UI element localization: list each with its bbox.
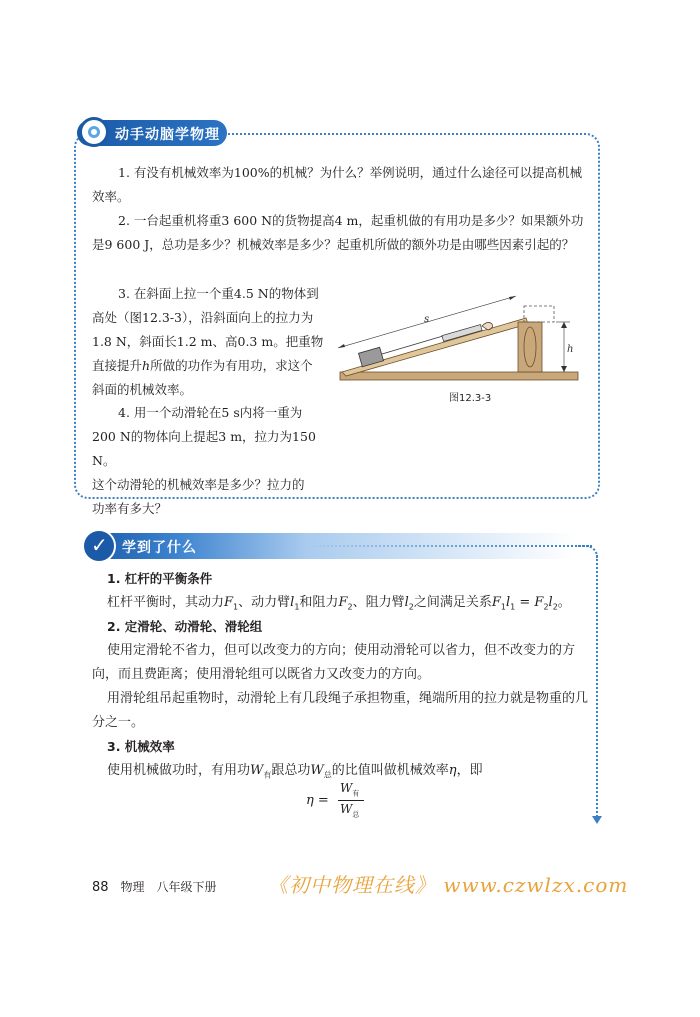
subscript: 2 xyxy=(543,602,549,612)
subscript: 1 xyxy=(500,602,506,612)
summary-para-3: 用滑轮组吊起重物时，动滑轮上有几段绳子承担物重，绳端所用的拉力就是物重的几分之一。 xyxy=(92,691,589,730)
formula-numerator xyxy=(340,781,359,798)
section-title: 学到了什么 xyxy=(122,540,197,556)
subscript: 有 xyxy=(263,770,272,780)
subscript: 1 xyxy=(294,602,300,612)
var: l xyxy=(404,595,409,610)
question-3 xyxy=(92,282,342,402)
var: l xyxy=(548,595,553,610)
watermark: 《初中物理在线》 www.czwlzx.com xyxy=(268,873,629,897)
hand-icon xyxy=(482,322,493,330)
arrow-head xyxy=(561,322,567,328)
var: = F xyxy=(515,595,544,610)
section-title: 动手动脑学物理 xyxy=(115,127,220,143)
target-icon xyxy=(79,117,109,147)
divider-vertical xyxy=(596,555,600,817)
subscript: 2 xyxy=(347,602,353,612)
subscript: 有 xyxy=(352,789,360,798)
text: 、动力臂 xyxy=(238,595,291,610)
question-1: 1. 有没有机械效率为100%的机械？为什么？举例说明，通过什么途径可以提高机械效率。 xyxy=(92,165,583,204)
text: 使用机械做功时，有用功 xyxy=(107,763,251,778)
text: 杠杆平衡时，其动力 xyxy=(107,595,225,610)
summary-heading-2: 2. 定滑轮、动滑轮、滑轮组 xyxy=(107,619,263,634)
var: η xyxy=(448,763,457,778)
base-board xyxy=(340,372,578,380)
fraction-bar xyxy=(338,800,364,801)
q4-line: 这个动滑轮的机械效率是多少？拉力的 xyxy=(92,477,305,492)
divider-corner xyxy=(578,545,598,561)
checkmark-icon xyxy=(82,529,116,563)
label-s: s xyxy=(424,314,430,325)
text: ，即 xyxy=(456,763,483,778)
section-header-exercises xyxy=(77,120,227,146)
subscript: 1 xyxy=(233,602,239,612)
var: l xyxy=(505,595,511,610)
book-title: 物理 八年级下册 xyxy=(120,880,217,894)
subscript: 2 xyxy=(408,602,414,612)
q3-line: 斜面的机械效率。 xyxy=(92,382,193,397)
var: W xyxy=(340,781,353,795)
summary-heading-3: 3. 机械效率 xyxy=(107,739,175,754)
var: F xyxy=(491,595,501,610)
formula-lhs: η = xyxy=(306,793,329,808)
q3-line: 3. 在斜面上拉一个重4.5 N的物体到 xyxy=(118,286,319,301)
var: l xyxy=(290,595,295,610)
q3-line: 高处（图12.3-3），沿斜面向上的拉力为 xyxy=(92,310,314,325)
var-h: h xyxy=(142,358,151,373)
subscript: 总 xyxy=(323,770,332,780)
page-footer xyxy=(92,878,217,895)
text: 的比值叫做机械效率 xyxy=(331,763,449,778)
text: 跟总功 xyxy=(271,763,311,778)
text: 。 xyxy=(557,595,571,610)
question-2: 2. 一台起重机将重3 600 N的货物提高4 m，起重机做的有用功是多少？如果额外功是9 600 J，总功是多少？机械效率是多少？起重机所做的额外功是由哪些因素引起的？ xyxy=(92,213,584,252)
text: 直接提升 xyxy=(92,358,143,373)
page-number: 88 xyxy=(92,880,109,895)
q4-line: 4. 用一个动滑轮在5 s内将一重为 xyxy=(118,405,303,420)
arrow-head xyxy=(509,296,516,300)
var: F xyxy=(338,595,348,610)
efficiency-formula xyxy=(306,781,366,821)
label-h: h xyxy=(567,344,574,355)
var: W xyxy=(340,802,353,816)
var: W xyxy=(250,763,264,778)
var: F xyxy=(224,595,234,610)
incline-figure xyxy=(338,292,583,384)
q3-line: 1.8 N，斜面长1.2 m、高0.3 m。把重物 xyxy=(92,334,324,349)
arrow-head xyxy=(338,344,345,348)
var: W xyxy=(310,763,324,778)
question-4 xyxy=(92,401,342,521)
arrow-head xyxy=(561,366,567,372)
raised-object-dashed xyxy=(524,306,554,322)
text: 所做的功作为有用功，求这个 xyxy=(150,358,313,373)
figure-caption: 图12.3-3 xyxy=(449,393,492,404)
q4-line: 200 N的物体向上提起3 m，拉力为150 N。 xyxy=(92,429,316,468)
summary-para-2: 使用定滑轮不省力，但可以改变力的方向；使用动滑轮可以省力，但不改变力的方向，而且费距离；使用滑轮组可以既省力又改变力的方向。 xyxy=(92,643,576,682)
summary-heading-1: 1. 杠杆的平衡条件 xyxy=(107,571,213,586)
text: 之间满足关系 xyxy=(413,595,492,610)
subscript: 总 xyxy=(352,810,360,819)
text: 和阻力 xyxy=(299,595,339,610)
subscript: 1 xyxy=(510,602,516,612)
section-header-summary xyxy=(86,533,576,559)
q4-line: 功率有多大？ xyxy=(92,501,168,516)
subscript: 2 xyxy=(552,602,558,612)
text: 、阻力臂 xyxy=(352,595,405,610)
q3-line xyxy=(92,354,342,378)
incline-plank xyxy=(342,318,528,376)
formula-denominator xyxy=(340,802,359,819)
support-block xyxy=(518,322,542,372)
arrow-down-icon xyxy=(592,816,602,824)
